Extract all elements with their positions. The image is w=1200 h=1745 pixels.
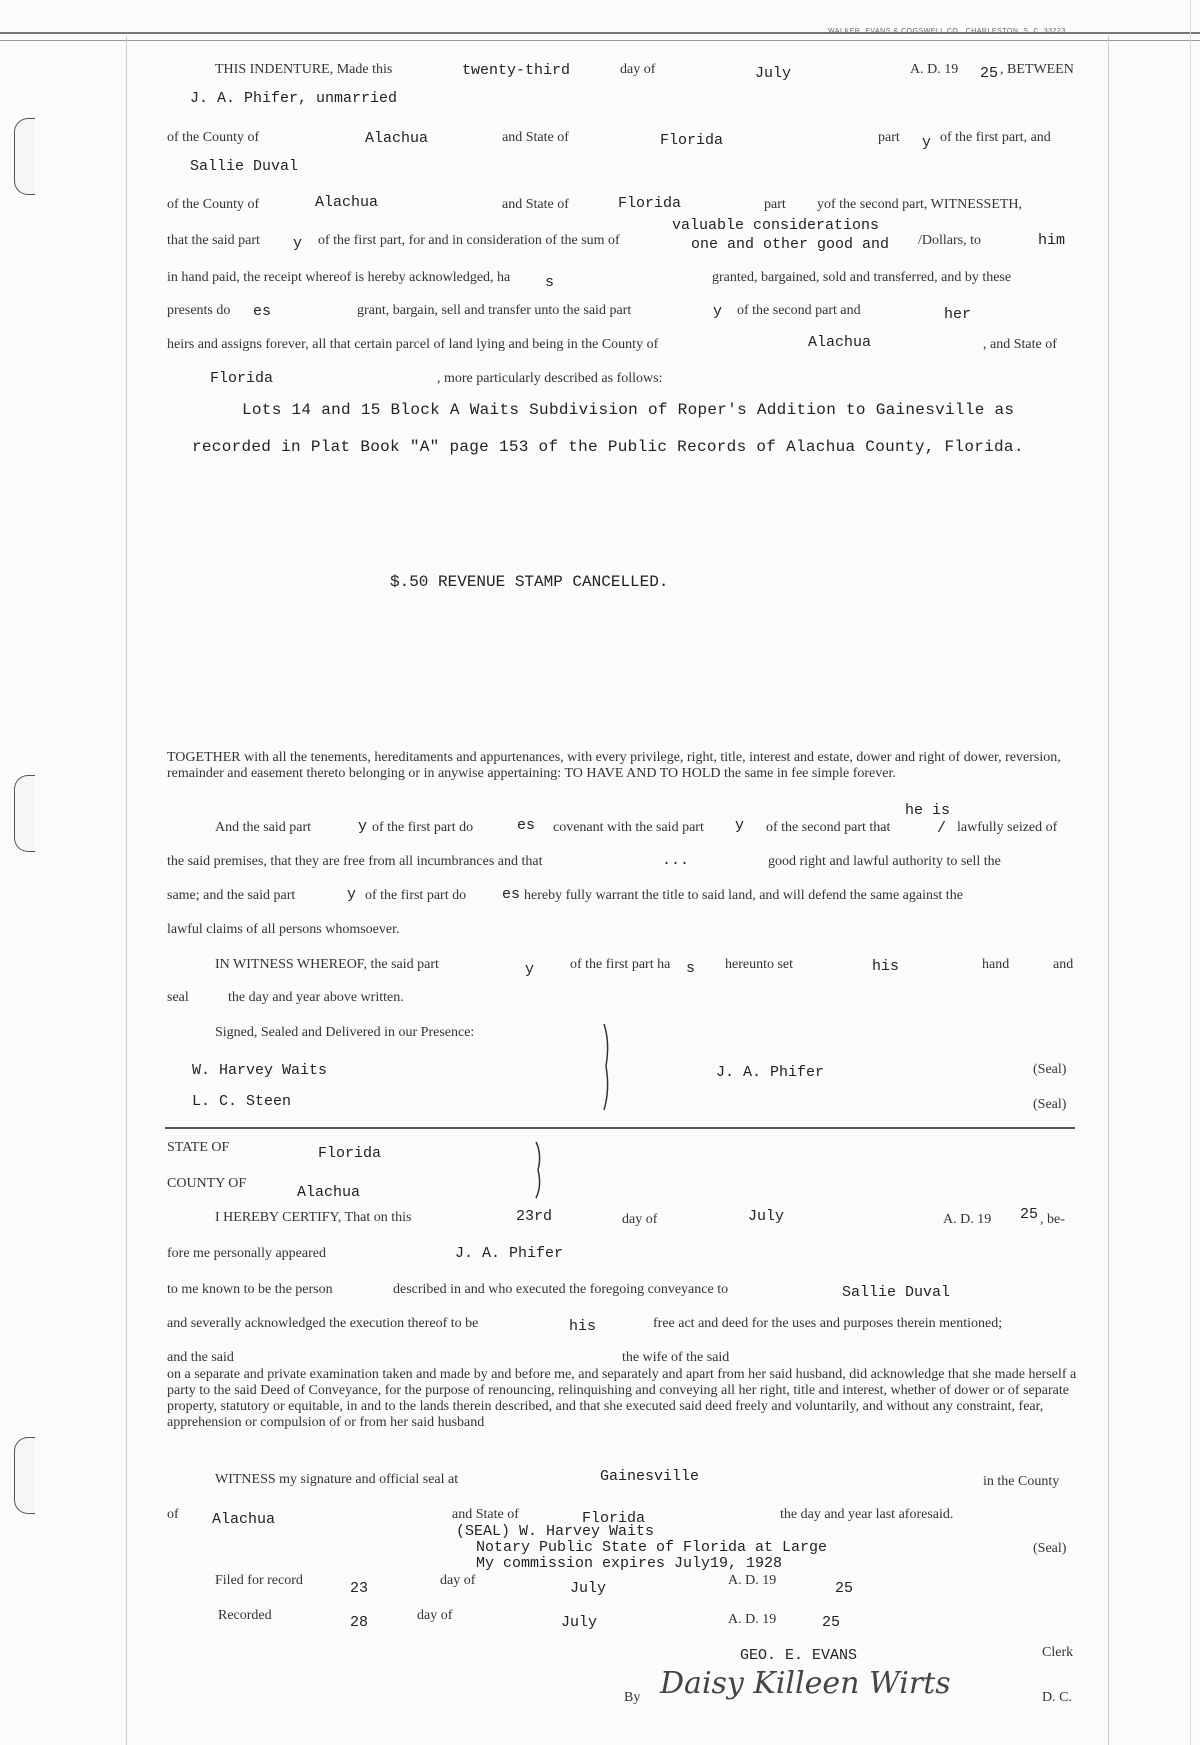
label: STATE OF bbox=[167, 1140, 230, 1155]
label: Filed for record bbox=[215, 1573, 303, 1588]
label: seal bbox=[167, 990, 189, 1005]
heirs-of: her bbox=[944, 306, 972, 323]
label: D. C. bbox=[1042, 1690, 1072, 1705]
label: in the County bbox=[983, 1474, 1060, 1489]
ack-month: July bbox=[748, 1208, 785, 1225]
label: of the first part do bbox=[372, 820, 474, 835]
label: his bbox=[569, 1318, 597, 1335]
right-margin-line bbox=[1108, 36, 1109, 1745]
label: A. D. 19 bbox=[943, 1212, 992, 1227]
label: y bbox=[735, 817, 745, 834]
filed-day: 23 bbox=[350, 1580, 369, 1597]
grantee-county: Alachua bbox=[315, 194, 379, 211]
label: he is bbox=[905, 802, 951, 819]
label: hereby fully warrant the title to said land, and will defend the same against the bbox=[524, 888, 963, 903]
recorded-month: July bbox=[561, 1614, 598, 1631]
label: lawful claims of all persons whomsoever. bbox=[167, 922, 400, 937]
ack-year: 25 bbox=[1020, 1206, 1039, 1223]
label: to me known to be the person bbox=[167, 1282, 333, 1297]
label: and the said bbox=[167, 1350, 234, 1365]
label: lawfully seized of bbox=[957, 820, 1058, 835]
label: WITNESS my signature and official seal at bbox=[215, 1472, 459, 1487]
seal-label: (Seal) bbox=[1033, 1062, 1067, 1077]
label: Recorded bbox=[218, 1608, 272, 1623]
label: of the second part and bbox=[737, 303, 861, 318]
label: , more particularly described as follows: bbox=[437, 371, 663, 386]
label: of the County of bbox=[167, 197, 260, 212]
label: y bbox=[922, 134, 932, 151]
label: the day and year last aforesaid. bbox=[780, 1507, 954, 1522]
label: hereunto set bbox=[725, 957, 794, 972]
label: same; and the said part bbox=[167, 888, 296, 903]
label: of the first part, for and in consideration of the sum of bbox=[318, 233, 620, 248]
land-state: Florida bbox=[210, 370, 274, 387]
indenture-day: twenty-third bbox=[462, 62, 571, 79]
label: presents do bbox=[167, 303, 231, 318]
ack-state-2: Florida bbox=[582, 1510, 646, 1527]
label: of the first part, and bbox=[940, 130, 1051, 145]
label: part bbox=[764, 197, 786, 212]
grantor-county: Alachua bbox=[365, 130, 429, 147]
land-county: Alachua bbox=[808, 334, 872, 351]
filed-year: 25 bbox=[835, 1580, 854, 1597]
label: part bbox=[878, 130, 900, 145]
label: that the said part bbox=[167, 233, 260, 248]
label: s bbox=[686, 960, 696, 977]
label: A. D. 19 bbox=[728, 1612, 777, 1627]
label: in hand paid, the receipt whereof is hereby acknowledged, ha bbox=[167, 270, 511, 285]
label: his bbox=[872, 958, 900, 975]
clerk-name: GEO. E. EVANS bbox=[740, 1647, 858, 1664]
label: es bbox=[517, 817, 536, 834]
label: covenant with the said part bbox=[553, 820, 704, 835]
label: y bbox=[713, 303, 723, 320]
together-paragraph: TOGETHER with all the tenements, hereditaments and appurtenances, with every privilege, right, title, interest and estate, dower and right of dower, reversion, remainder and easement thereto belonging or in anywise appertaining: TO HAVE AND TO HOLD the same in fee simple forever. bbox=[167, 750, 1061, 781]
seal-label: (Seal) bbox=[1033, 1541, 1067, 1556]
section-divider bbox=[165, 1127, 1075, 1129]
recorded-day: 28 bbox=[350, 1614, 369, 1631]
label: day of bbox=[620, 62, 656, 77]
label: day of bbox=[440, 1573, 476, 1588]
label: s bbox=[545, 274, 555, 291]
label: ... bbox=[662, 852, 690, 869]
label: fore me personally appeared bbox=[167, 1246, 326, 1261]
binder-hole-icon bbox=[14, 118, 35, 195]
bracket-icon bbox=[530, 1140, 546, 1200]
edge-line bbox=[1190, 0, 1191, 1745]
consideration-extra: valuable considerations bbox=[672, 217, 880, 234]
legal-description-2: recorded in Plat Book "A" page 153 of the Public Records of Alachua County, Florida. bbox=[192, 438, 1024, 456]
label: y bbox=[358, 818, 368, 835]
label: of the first part ha bbox=[570, 957, 671, 972]
label: By bbox=[624, 1690, 641, 1705]
ack-grantee: Sallie Duval bbox=[842, 1284, 951, 1301]
label: and State of bbox=[502, 197, 569, 212]
label: y bbox=[525, 961, 535, 978]
label: the said premises, that they are free from all incumbrances and that bbox=[167, 854, 543, 869]
signed-label: Signed, Sealed and Delivered in our Presence: bbox=[215, 1025, 475, 1040]
printer-imprint: WALKER, EVANS & COGSWELL CO., CHARLESTON, S. C. 33223 bbox=[828, 28, 1066, 35]
label: grant, bargain, sell and transfer unto the said part bbox=[357, 303, 632, 318]
label: and State of bbox=[502, 130, 569, 145]
label: , and State of bbox=[983, 337, 1057, 352]
grantor-state: Florida bbox=[660, 132, 724, 149]
ack-county-2: Alachua bbox=[212, 1511, 276, 1528]
label: es bbox=[502, 886, 521, 903]
label: es bbox=[253, 303, 272, 320]
label: A. D. 19 bbox=[910, 62, 959, 77]
label: of bbox=[167, 1507, 179, 1522]
label: y bbox=[347, 886, 357, 903]
label: day of bbox=[622, 1212, 658, 1227]
revenue-stamp-note: $.50 REVENUE STAMP CANCELLED. bbox=[390, 573, 669, 591]
bracket-icon bbox=[598, 1022, 614, 1112]
ack-place: Gainesville bbox=[600, 1468, 700, 1485]
ack-county: Alachua bbox=[297, 1184, 361, 1201]
ack-state: Florida bbox=[318, 1145, 382, 1162]
label: day of bbox=[417, 1608, 453, 1623]
label: heirs and assigns forever, all that certain parcel of land lying and being in the County of bbox=[167, 337, 659, 352]
appeared-person: J. A. Phifer bbox=[455, 1245, 564, 1262]
notary-line-1: (SEAL) W. Harvey Waits bbox=[456, 1523, 655, 1540]
recorded-year: 25 bbox=[822, 1614, 841, 1631]
label: of the County of bbox=[167, 130, 260, 145]
deputy-clerk-signature: Daisy Killeen Wirts bbox=[660, 1666, 951, 1701]
binder-hole-icon bbox=[14, 1437, 35, 1514]
ack-day: 23rd bbox=[516, 1208, 553, 1225]
indenture-month: July bbox=[755, 65, 792, 82]
witness-2: L. C. Steen bbox=[192, 1093, 292, 1110]
label: free act and deed for the uses and purposes therein mentioned; bbox=[653, 1316, 1003, 1331]
label: /Dollars, to bbox=[918, 233, 981, 248]
label: the day and year above written. bbox=[228, 990, 404, 1005]
indenture-year: 25 bbox=[980, 65, 999, 82]
label: , BETWEEN bbox=[1000, 62, 1074, 77]
grantor-signature: J. A. Phifer bbox=[716, 1064, 825, 1081]
label: A. D. 19 bbox=[728, 1573, 777, 1588]
binder-hole-icon bbox=[14, 775, 35, 852]
label: of the second part that bbox=[766, 820, 891, 835]
label: of the first part do bbox=[365, 888, 467, 903]
notary-line-2: Notary Public State of Florida at Large bbox=[476, 1539, 828, 1556]
label: / bbox=[937, 820, 947, 837]
label: yof the second part, WITNESSETH, bbox=[817, 197, 1023, 212]
label: Clerk bbox=[1042, 1645, 1074, 1660]
left-margin-line bbox=[126, 36, 127, 1745]
indenture-label: THIS INDENTURE, Made this bbox=[215, 62, 393, 77]
label: described in and who executed the foregoing conveyance to bbox=[393, 1282, 729, 1297]
label: , be- bbox=[1040, 1212, 1065, 1227]
grantor-name: J. A. Phifer, unmarried bbox=[190, 90, 398, 107]
label: y bbox=[293, 235, 303, 252]
label: and State of bbox=[452, 1507, 519, 1522]
paid-to: him bbox=[1038, 232, 1066, 249]
label: hand bbox=[982, 957, 1010, 972]
label: I HEREBY CERTIFY, That on this bbox=[215, 1210, 412, 1225]
label: COUNTY OF bbox=[167, 1176, 247, 1191]
consideration-amount: one and other good and bbox=[691, 236, 890, 253]
label: IN WITNESS WHEREOF, the said part bbox=[215, 957, 439, 972]
wife-examination-paragraph: on a separate and private examination taken and made by and before me, and separately and apart from her said husband, did acknowledge that she made herself a party to the said Deed of Conveyance, for the purpose of renouncing, relinquishing and conveying all her right, title and interest, whether of dower or of separate property, statutory or equitable, in and to the lands therein described, and that she executed said deed freely and voluntarily, and without any constraint, fear, apprehension or compulsion of or from her said husband bbox=[167, 1367, 1077, 1430]
grantee-state: Florida bbox=[618, 195, 682, 212]
label: granted, bargained, sold and transferred, and by these bbox=[712, 270, 1012, 285]
notary-line-3: My commission expires July19, 1928 bbox=[476, 1555, 783, 1572]
legal-description-1: Lots 14 and 15 Block A Waits Subdivision of Roper's Addition to Gainesville as bbox=[242, 401, 1015, 419]
seal-label: (Seal) bbox=[1033, 1097, 1067, 1112]
filed-month: July bbox=[570, 1580, 607, 1597]
label: and severally acknowledged the execution thereof to be bbox=[167, 1316, 479, 1331]
label: the wife of the said bbox=[622, 1350, 730, 1365]
label: good right and lawful authority to sell the bbox=[768, 854, 1001, 869]
witness-1: W. Harvey Waits bbox=[192, 1062, 328, 1079]
grantee-name: Sallie Duval bbox=[190, 158, 299, 175]
label: and bbox=[1053, 957, 1074, 972]
label: And the said part bbox=[215, 820, 312, 835]
